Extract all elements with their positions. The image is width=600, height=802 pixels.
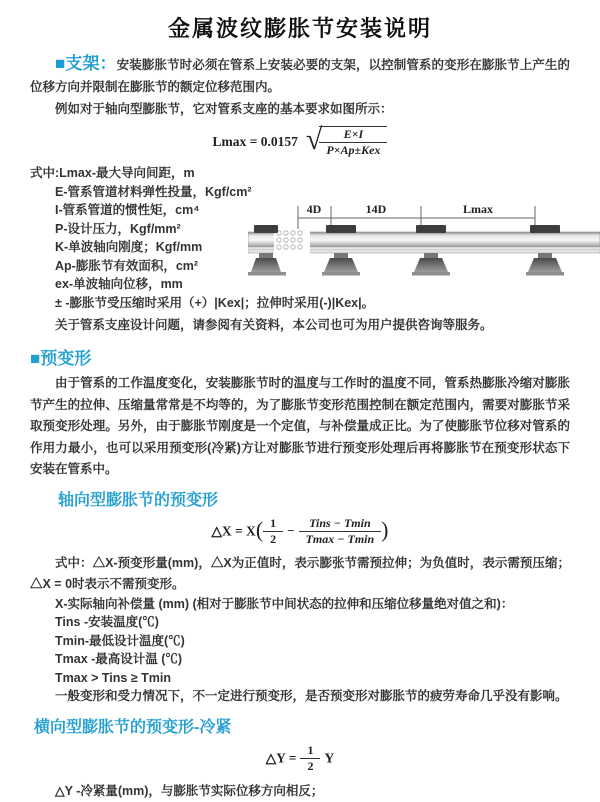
formula-fraction	[319, 126, 387, 158]
half-numerator: 1	[307, 742, 314, 757]
parameter-line: Tmax -最高设计温 (℃)	[55, 652, 183, 666]
parameter-line: Tmin-最低设计温度(℃)	[55, 633, 185, 648]
parameter-line: Tins -安装温度(℃)	[55, 615, 159, 629]
dim-label-4d: 4D	[306, 202, 322, 216]
ratio-denominator: Tmax − Tmin	[299, 531, 382, 547]
half-fraction	[263, 516, 283, 547]
lateral-formula-explanation: △Y -冷紧量(mm)，与膨胀节实际位移方向相反；	[55, 783, 324, 798]
definition-line: Ap-膨胀节有效面积，cm²	[55, 258, 199, 273]
parameter-line: X-实际轴向补偿量 (mm) (相对于膨胀节中间状态的拉伸和压缩位移量绝对值之和)：	[55, 596, 514, 611]
right-paren: )	[381, 517, 389, 542]
dim-label-lmax: Lmax	[463, 202, 493, 216]
definition-line: K-单波轴向刚度；Kgf/mm	[55, 240, 203, 254]
bellows-icon	[274, 229, 310, 255]
dim-label-14d: 14D	[365, 202, 387, 216]
support-intro-text: 安装膨胀节时必须在管系上安装必要的支架，以控制管系的变形在膨胀节上产生的位移方向并限制在膨胀节的额定位移范围内。	[30, 58, 570, 94]
formula-denominator: P×Ap±Kex	[319, 142, 387, 158]
formula-rhs: Y	[324, 750, 335, 765]
support-example-line: 例如对于轴向型膨胀节，它对管系支座的基本要求如图所示：	[55, 102, 393, 116]
minus-sign: −	[287, 523, 295, 538]
left-paren: (	[255, 517, 264, 542]
lateral-predeform-heading: 横向型膨胀节的预变形-冷紧	[34, 718, 232, 736]
ratio-numerator: Tins − Tmin	[309, 515, 371, 530]
support-intro-paragraph	[30, 53, 570, 98]
definition-line: I-管系管道的惯性矩，cm⁴	[55, 203, 200, 217]
predeform-section-heading: ■预变形	[30, 349, 92, 368]
parameter-line: 一般变形和受力情况下，不一定进行预变形，是否预变形对膨胀节的疲劳寿命几乎没有影响。	[55, 689, 568, 703]
page-title: 金属波纹膨胀节安装说明	[167, 16, 432, 41]
formula-lhs: △Y =	[265, 750, 297, 765]
parameter-line: Tmax > Tins ≥ Tmin	[55, 670, 172, 685]
lateral-predeform-formula	[30, 743, 570, 774]
definition-line: E-管系管道材料弹性投量，Kgf/cm²	[55, 184, 252, 199]
formula-numerator: E×I	[343, 127, 364, 141]
axial-support-diagram	[248, 196, 600, 296]
definition-line: 式中:Lmax-最大导向间距，m	[30, 166, 195, 180]
half-denominator: 2	[263, 531, 283, 547]
half-fraction	[300, 743, 320, 774]
temperature-ratio-fraction	[299, 516, 382, 547]
formula-lhs: △X = X	[211, 523, 256, 538]
half-denominator: 2	[300, 758, 320, 774]
formula-lhs: Lmax = 0.0157	[212, 134, 298, 149]
axial-formula-explanation: 式中：△X-预变形量(mm)，△X为正值时，表示膨张节需预拉伸；为负值时，表示需预压缩；△X = 0时表示不需预变形。	[30, 555, 570, 591]
axial-parameter-list	[30, 595, 570, 706]
guide-spacing-formula	[30, 123, 570, 158]
sqrt-symbol: √	[305, 123, 323, 156]
definition-line: P-设计压力，Kgf/mm²	[55, 221, 181, 236]
predeform-body-paragraph: 由于管系的工作温度变化，安装膨胀节时的温度与工作时的温度不同，管系热膨胀冷缩对膨胀节产生的拉伸、压缩量常常是不均等的，为了膨胀节变形范围控制在额定范围内，需要对膨胀节采取预变形处理。另外，由于膨胀节刚度是一个定值，与补偿量成正比。为了使膨胀节位移对管系的作用力最小，也可以采用预变形(冷紧)方让对膨胀节进行预变形处理后再将膨胀节在预变形状态下安装在管系中。	[30, 376, 570, 476]
support-section-heading: ■支架：	[55, 54, 117, 73]
half-numerator: 1	[270, 515, 277, 530]
definition-line: ± -膨胀节受压缩时采用（+）|Kex|；拉伸时采用(-)|Kex|。	[55, 295, 375, 310]
axial-predeform-heading: 轴向型膨胀节的预变形	[58, 491, 219, 509]
definition-line: ex-单波轴向位移，mm	[55, 277, 183, 291]
definitions-and-diagram	[30, 164, 570, 314]
support-note-line: 关于管系支座设计问题，请参阅有关资料，本公司也可为用户提供咨询等服务。	[55, 318, 493, 332]
axial-predeform-formula	[30, 516, 570, 547]
